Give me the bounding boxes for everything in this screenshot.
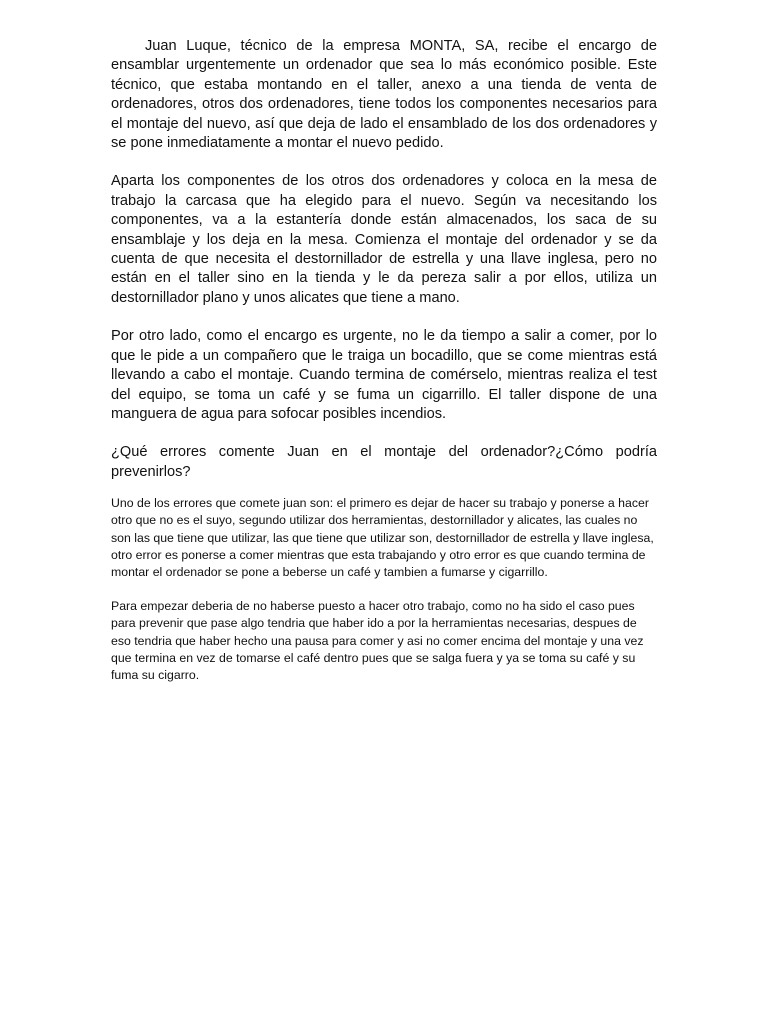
document-page	[111, 37, 657, 701]
question-text: ¿Qué errores comente Juan en el montaje del ordenador?¿Cómo podría prevenirlos?	[111, 444, 657, 480]
paragraph-components: Aparta los componentes de los otros dos ordenadores y coloca en la mesa de trabajo la carcasa que ha elegido para el nuevo. Según va necesitando los componentes, va a la estantería donde están almacenados, los saca de su ensamblaje y los deja en la mesa. Comienza el montaje del ordenador y se da cuenta de que necesita el destornillador de estrella y una llave inglesa, pero no están en el taller sino en la tienda y le da pereza salir a por ellos, utiliza un destornillador plano y unos alicates que tiene a mano.	[111, 173, 657, 306]
answer-prevention: Para empezar deberia de no haberse puesto a hacer otro trabajo, como no ha sido el caso pues para prevenir que pase algo tendria que haber ido a por la herramientas necesarias, despues de eso tendria que haber hecho una pausa para comer y asi no comer encima del montaje y una vez que termina en vez de tomarse el café dentro pues que se salga fuera y ya se toma su café y su fuma su cigarro.	[111, 599, 644, 682]
paragraph-intro: Juan Luque, técnico de la empresa MONTA, SA, recibe el encargo de ensamblar urgentemente un ordenador que sea lo más económico posible. Este técnico, que estaba montando en el taller, anexo a una tienda de venta de ordenadores, otros dos ordenadores, tiene todos los componentes necesarios para el montaje del nuevo, así que deja de lado el ensamblado de los dos ordenadores y se pone inmediatamente a montar el nuevo pedido.	[111, 38, 657, 152]
answer-errors: Uno de los errores que comete juan son: el primero es dejar de hacer su trabajo y ponerse a hacer otro que no es el suyo, segundo utilizar dos herramientas, destornillador y alicates, las cuales no son las que tiene que utilizar, las que tiene que utilizar son, destornillador de estrella y llave inglesa, otro error es ponerse a comer mientras que esta trabajando y otro error es que cuando termina de montar el ordenador se pone a beberse un café y tambien a fumarse y cigarrillo.	[111, 496, 654, 579]
paragraph-lunch: Por otro lado, como el encargo es urgente, no le da tiempo a salir a comer, por lo que le pide a un compañero que le traiga un bocadillo, que se come mientras está llevando a cabo el montaje. Cuando termina de comérselo, mientras realiza el test del equipo, se toma un café y se fuma un cigarrillo. El taller dispone de una manguera de agua para sofocar posibles incendios.	[111, 328, 657, 422]
